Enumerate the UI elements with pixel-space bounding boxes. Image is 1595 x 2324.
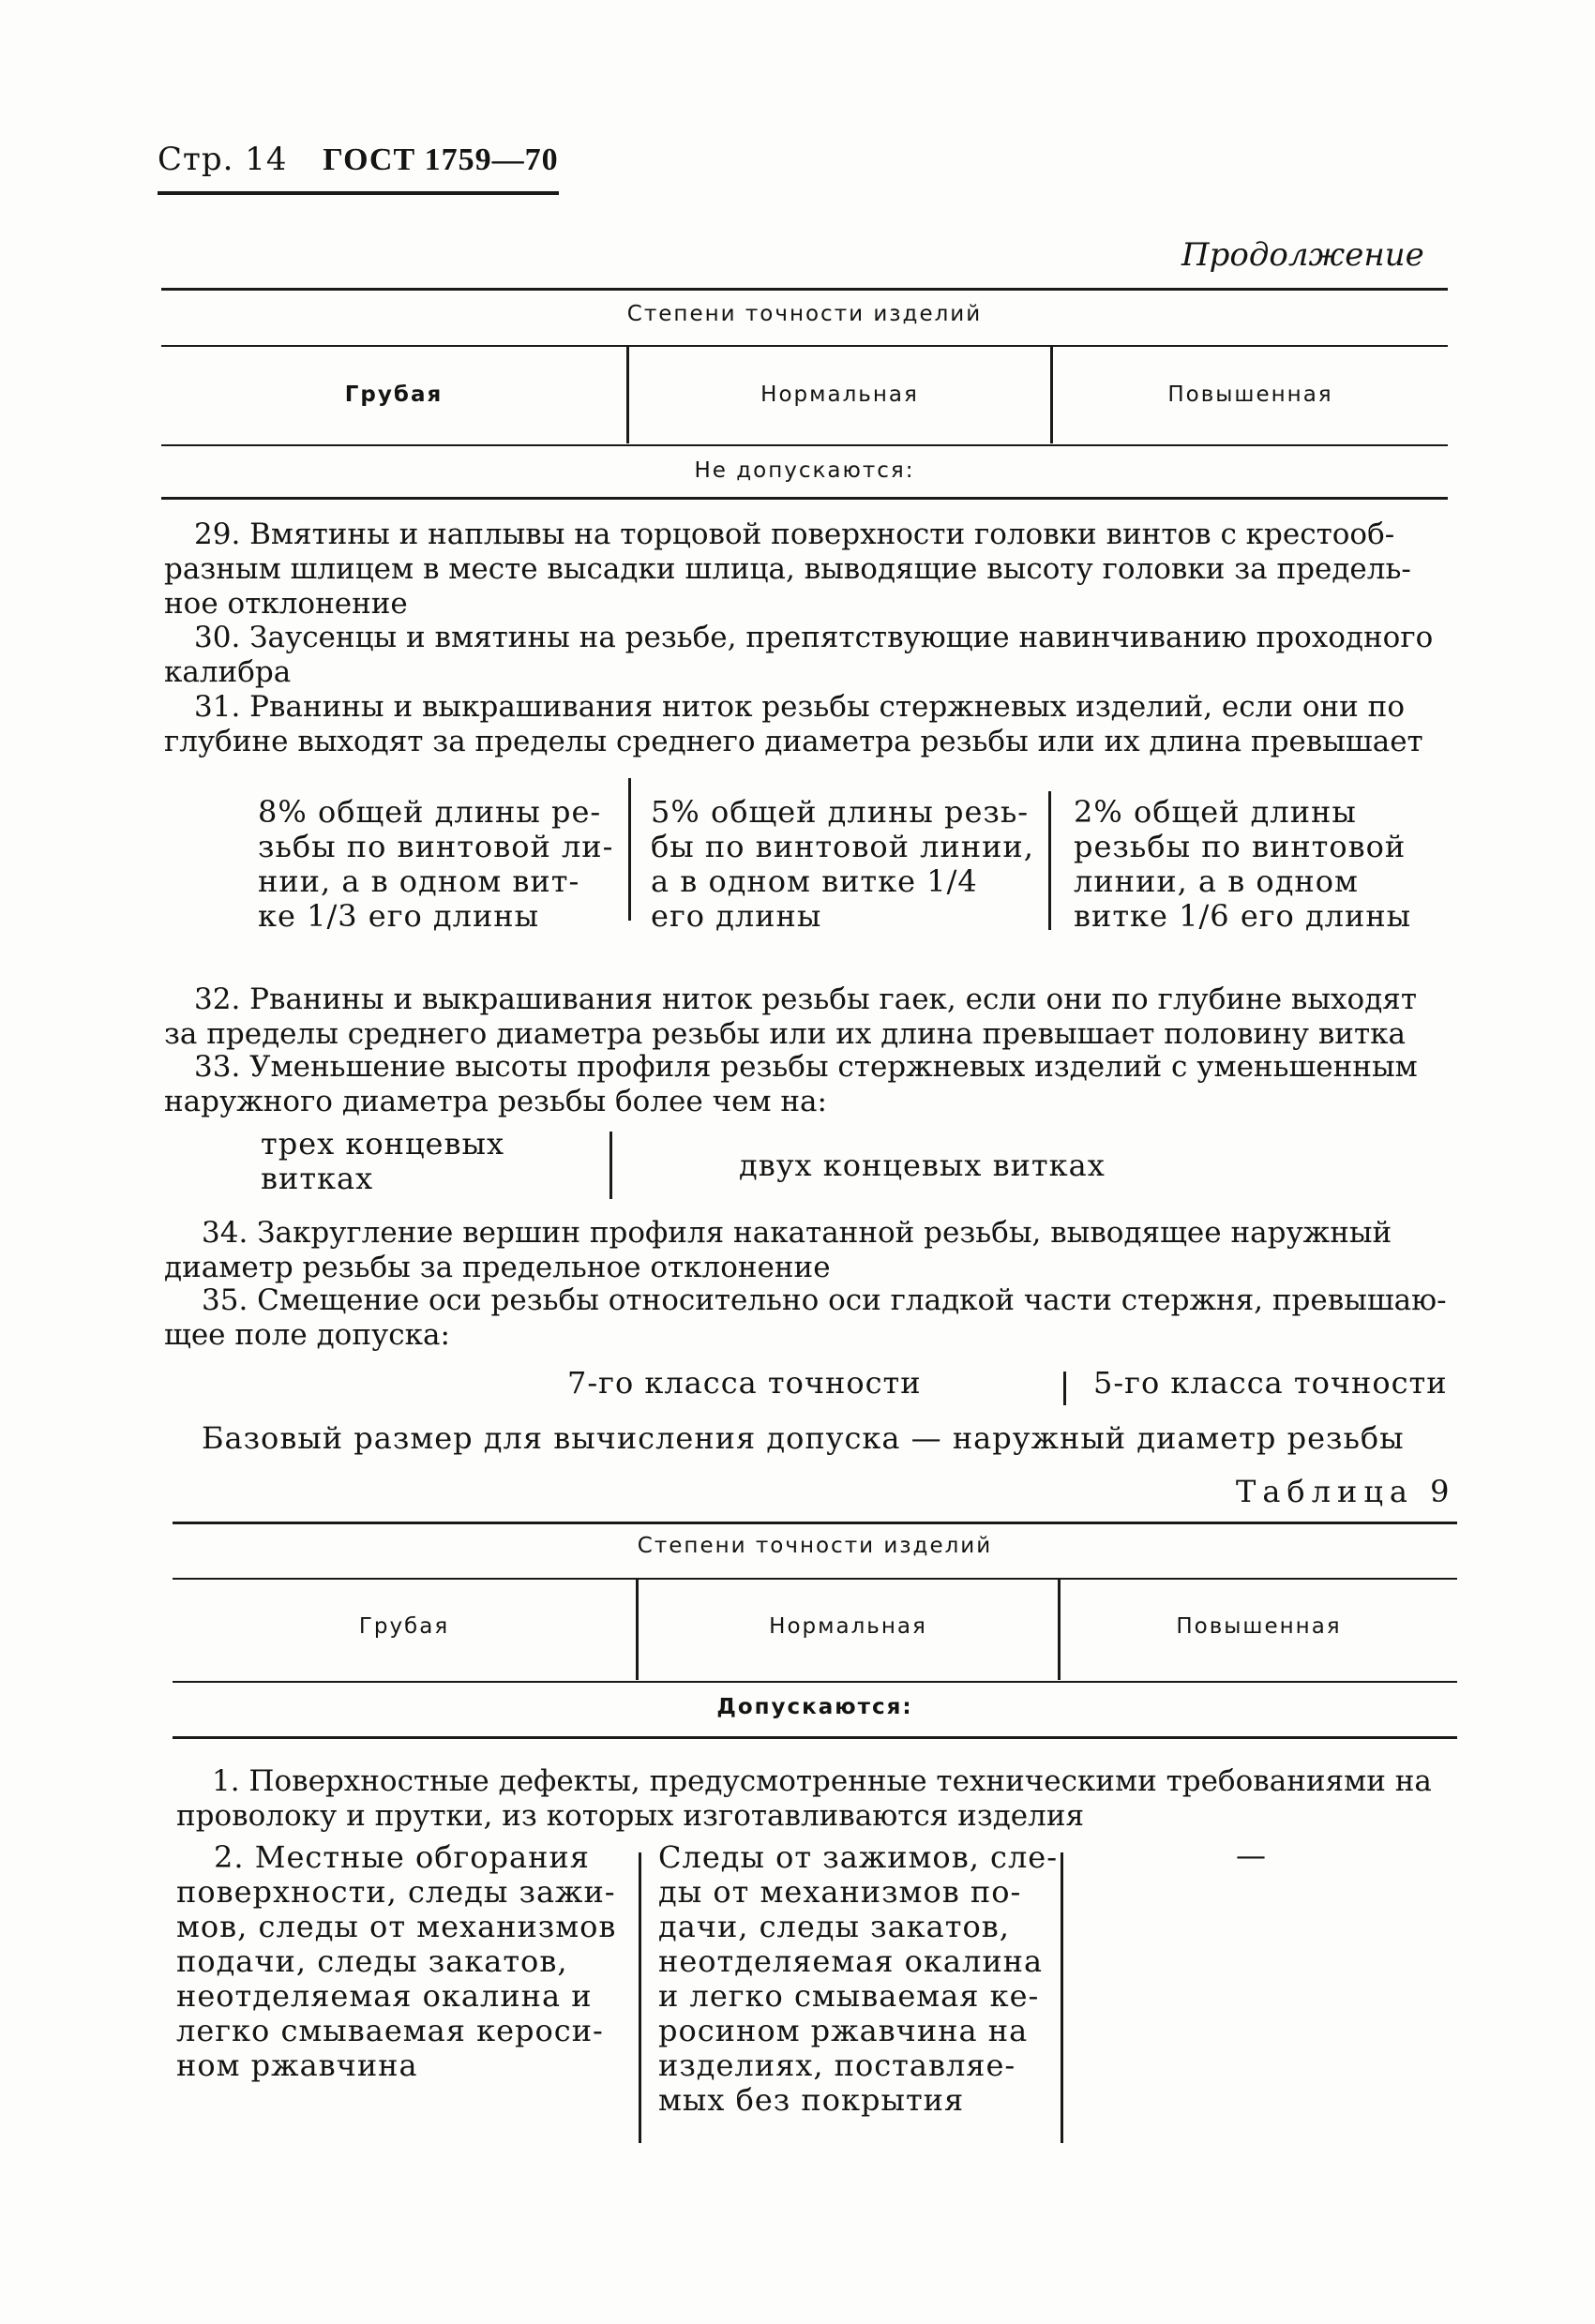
- text-line: 30. Заусенцы и вмятины на резьбе, препятствующие навинчиванию проходного: [194, 621, 1434, 654]
- text-line: резьбы по винтовой: [1074, 829, 1407, 864]
- text-line: диаметр резьбы за предельное отклонение: [164, 1251, 831, 1284]
- table-rule: [161, 345, 1448, 347]
- text-line: глубине выходят за пределы среднего диаметра резьбы или их длина превышает: [164, 725, 1423, 758]
- text-line: 1. Поверхностные дефекты, предусмотренные техническими требованиями на: [212, 1764, 1432, 1798]
- text-line: щее поле допуска:: [164, 1318, 450, 1352]
- text-line: мов, следы от механизмов: [176, 1909, 617, 1944]
- table-caption: Степени точности изделий: [637, 1534, 993, 1558]
- column-header-high: Повышенная: [1176, 1614, 1342, 1639]
- table-rule: [161, 444, 1448, 446]
- text-line: Следы от зажимов, сле-: [658, 1839, 1059, 1875]
- text-line: легко смываемая кероси-: [176, 2013, 604, 2048]
- item-35: [164, 1283, 1453, 1353]
- table-9-item-2-normal: [658, 1840, 1058, 2118]
- table-rule: [173, 1736, 1457, 1739]
- item-31-coarse: [258, 795, 613, 934]
- text-line: проволоку и прутки, из которых изготавливаются изделия: [176, 1799, 1085, 1833]
- table-rule: [161, 288, 1448, 291]
- text-line: разным шлицем в месте высадки шлица, выводящие высоту головки за предель-: [164, 552, 1411, 586]
- item-30: [164, 621, 1453, 690]
- continuation-label: Продолжение: [1181, 236, 1424, 274]
- text-line: ке 1/3 его длины: [258, 898, 540, 934]
- table-caption: Степени точности изделий: [626, 302, 983, 326]
- text-line: 32. Рванины и выкрашивания ниток резьбы гаек, если они по глубине выходят: [194, 982, 1417, 1016]
- column-divider: [639, 1852, 641, 2143]
- text-line: подачи, следы закатов,: [176, 1943, 568, 1979]
- table-9-item-2-coarse: [176, 1840, 616, 2083]
- column-header-high: Повышенная: [1167, 382, 1333, 407]
- text-line: росином ржавчина на: [658, 2013, 1029, 2048]
- column-header-coarse: Грубая: [344, 382, 444, 407]
- text-line: поверхности, следы зажи-: [176, 1874, 616, 1910]
- item-35-high: 5-го класса точности: [1093, 1365, 1448, 1401]
- text-line: витках: [261, 1161, 374, 1196]
- text-line: 8% общей длины ре-: [258, 794, 602, 830]
- item-33-normal: двух концевых витках: [739, 1147, 1106, 1183]
- item-29: [164, 517, 1453, 622]
- page-number: Стр. 14: [158, 141, 288, 178]
- item-31-normal: [651, 795, 1034, 934]
- text-line: 35. Смещение оси резьбы относительно оси гладкой части стержня, превышаю-: [202, 1283, 1447, 1317]
- text-line: 2% общей длины: [1074, 794, 1357, 830]
- base-size-note: Базовый размер для вычисления допуска — наружный диаметр резьбы: [202, 1420, 1405, 1456]
- table-rule: [173, 1522, 1457, 1524]
- table-rule: [173, 1578, 1457, 1580]
- column-divider: [1061, 1852, 1063, 2143]
- item-33: [164, 1050, 1453, 1119]
- column-divider: [1048, 791, 1051, 930]
- column-header-normal: Нормальная: [760, 382, 919, 407]
- text-line: калибра: [164, 655, 292, 689]
- text-line: ды от механизмов по-: [658, 1874, 1022, 1910]
- text-line: 34. Закругление вершин профиля накатанной резьбы, выводящее наружный: [202, 1216, 1392, 1250]
- text-line: нии, а в одном вит-: [258, 863, 580, 899]
- item-35-coarse-normal: 7-го класса точности: [567, 1365, 922, 1401]
- table-footer: Не допускаются:: [694, 458, 915, 483]
- text-line: 29. Вмятины и наплывы на торцовой поверхности головки винтов с крестооб-: [194, 517, 1395, 551]
- text-line: трех концевых: [261, 1126, 504, 1162]
- text-line: 33. Уменьшение высоты профиля резьбы стержневых изделий с уменьшенным: [194, 1050, 1418, 1084]
- text-line: неотделяемая окалина: [658, 1943, 1044, 1979]
- item-34: [164, 1216, 1453, 1285]
- text-line: изделиях, поставляе-: [658, 2047, 1016, 2083]
- text-line: ное отклонение: [164, 587, 408, 621]
- text-line: неотделяемая окалина и: [176, 1978, 593, 2014]
- text-line: наружного диаметра резьбы более чем на:: [164, 1085, 827, 1118]
- header-rule: [158, 191, 559, 195]
- text-line: его длины: [651, 898, 822, 934]
- text-line: мых без покрытия: [658, 2082, 965, 2118]
- text-line: а в одном витке 1/4: [651, 863, 978, 899]
- table-9-item-1: [176, 1764, 1466, 1834]
- column-divider: [1063, 1372, 1066, 1405]
- text-line: 2. Местные обгорания: [214, 1839, 590, 1875]
- text-line: зьбы по винтовой ли-: [258, 829, 614, 864]
- text-line: линии, а в одном: [1074, 863, 1359, 899]
- text-line: витке 1/6 его длины: [1074, 898, 1412, 934]
- item-32: [164, 982, 1453, 1052]
- table-rule: [161, 497, 1448, 500]
- text-line: 5% общей длины резь-: [651, 794, 1030, 830]
- table-footer: Допускаются:: [716, 1695, 913, 1719]
- column-header-coarse: Грубая: [358, 1614, 450, 1639]
- text-line: ном ржавчина: [176, 2047, 418, 2083]
- table-rule: [173, 1681, 1457, 1683]
- column-divider: [609, 1132, 612, 1199]
- text-line: за пределы среднего диаметра резьбы или их длина превышает половину витка: [164, 1017, 1406, 1051]
- table-9-title: Таблица 9: [1236, 1474, 1456, 1509]
- text-line: бы по винтовой линии,: [651, 829, 1034, 864]
- item-31: [164, 690, 1453, 759]
- text-line: 31. Рванины и выкрашивания ниток резьбы стержневых изделий, если они по: [194, 690, 1405, 724]
- column-divider: [628, 778, 631, 921]
- column-header-normal: Нормальная: [769, 1614, 927, 1639]
- item-31-high: [1074, 795, 1411, 934]
- table-9-item-2-high: —: [1236, 1837, 1267, 1873]
- text-line: дачи, следы закатов,: [658, 1909, 1010, 1944]
- text-line: и легко смываемая ке-: [658, 1978, 1040, 2014]
- item-33-coarse: [261, 1127, 504, 1196]
- standard-title: ГОСТ 1759—70: [323, 142, 559, 177]
- page-header: [158, 141, 559, 178]
